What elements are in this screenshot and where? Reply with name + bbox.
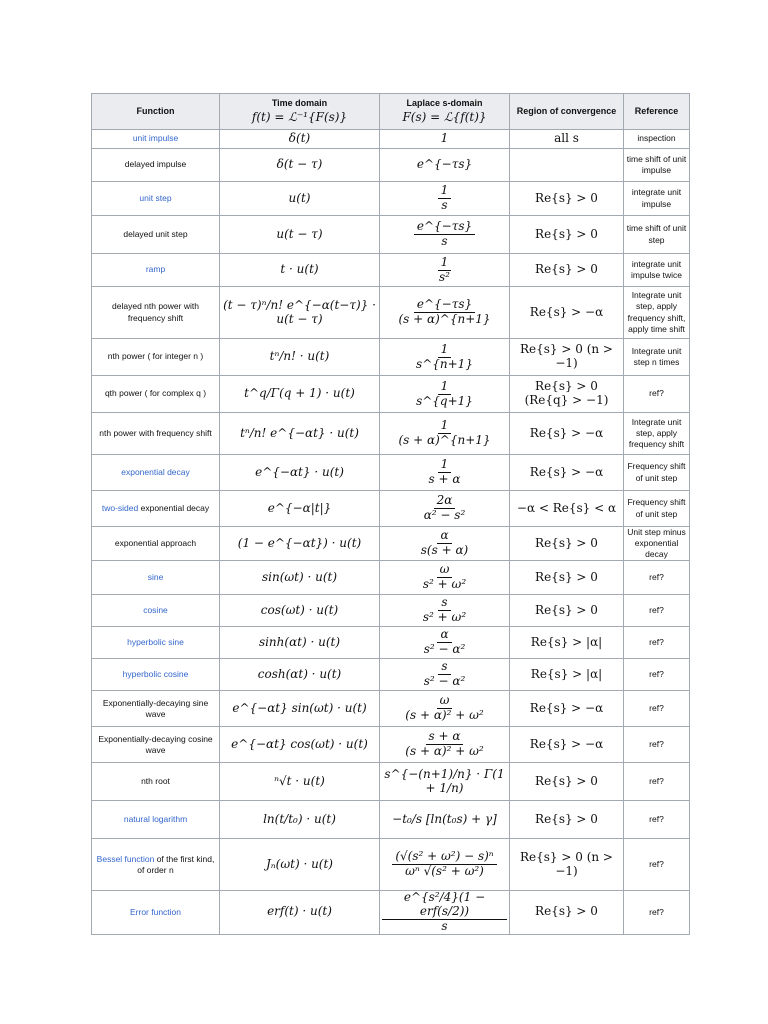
- function-cell: [92, 763, 220, 801]
- laplace-denominator: (s + α)² + ω²: [405, 744, 484, 759]
- table-row: [92, 339, 690, 376]
- reference-text: integrate unit impulse twice: [630, 258, 683, 280]
- table-row: [92, 254, 690, 287]
- reference-cell: [624, 491, 690, 527]
- reference-text: Integrate unit step n times: [631, 345, 682, 367]
- function-link[interactable]: hyperbolic cosine: [122, 669, 189, 680]
- table-row: [92, 413, 690, 455]
- table-row: [92, 627, 690, 659]
- function-name: nth power ( for integer n ): [107, 351, 204, 362]
- function-cell: [92, 691, 220, 727]
- time-domain-expression: (1 − e^{−αt}) · u(t): [237, 535, 362, 550]
- laplace-fraction: [421, 628, 469, 657]
- roc-cell: [510, 130, 624, 149]
- reference-cell: [624, 595, 690, 627]
- laplace-cell: [380, 376, 510, 413]
- table-row: [92, 491, 690, 527]
- roc-expression: Re{s} > 0: [535, 904, 598, 919]
- function-link[interactable]: hyperbolic sine: [127, 637, 184, 648]
- function-link[interactable]: exponential decay: [121, 466, 190, 477]
- laplace-fraction: [402, 730, 486, 759]
- function-cell: [92, 413, 220, 455]
- laplace-fraction: [402, 694, 486, 723]
- laplace-denominator: s(s + α): [420, 543, 469, 558]
- roc-cell: [510, 839, 624, 891]
- time-domain-cell: [220, 561, 380, 595]
- reference-text: Unit step minus exponential decay: [627, 527, 686, 560]
- header-time-domain: Time domain f(t) = ℒ⁻¹{F(s)}: [220, 94, 380, 130]
- laplace-numerator: s + α: [426, 730, 464, 745]
- roc-expression: Re{s} > −α: [529, 736, 604, 751]
- roc-cell: [510, 413, 624, 455]
- reference-text: ref?: [649, 388, 664, 399]
- function-cell: [92, 182, 220, 216]
- reference-text: ref?: [649, 906, 664, 917]
- laplace-cell: [380, 182, 510, 216]
- roc-cell: [510, 216, 624, 254]
- reference-cell: [624, 691, 690, 727]
- time-domain-cell: [220, 659, 380, 691]
- laplace-cell: [380, 339, 510, 376]
- time-domain-cell: [220, 339, 380, 376]
- reference-text: Integrate unit step, apply frequency shift: [628, 416, 685, 450]
- roc-expression: Re{s} > 0: [535, 811, 598, 826]
- reference-cell: [624, 130, 690, 149]
- laplace-numerator: ω: [437, 563, 453, 578]
- laplace-numerator: (√(s² + ω²) − s)ⁿ: [392, 850, 496, 865]
- time-domain-expression: ⁿ√t · u(t): [274, 773, 325, 788]
- roc-expression: Re{s} > −α: [529, 425, 604, 440]
- laplace-denominator: s^{q+1}: [416, 393, 473, 408]
- time-domain-cell: [220, 413, 380, 455]
- laplace-fraction: [414, 220, 475, 249]
- time-domain-cell: [220, 254, 380, 287]
- table-row: [92, 561, 690, 595]
- laplace-expression: −t₀/s [ln(t₀s) + γ]: [392, 811, 497, 826]
- roc-expression: −α < Re{s} < α: [516, 500, 617, 515]
- laplace-cell: [380, 130, 510, 149]
- laplace-cell: [380, 149, 510, 182]
- roc-cell: [510, 891, 624, 934]
- time-domain-cell: [220, 455, 380, 491]
- table-row: [92, 130, 690, 149]
- laplace-denominator: s: [441, 234, 448, 248]
- roc-cell: [510, 376, 624, 413]
- function-cell: [92, 595, 220, 627]
- time-domain-cell: [220, 149, 380, 182]
- reference-text: time shift of unit step: [626, 223, 687, 245]
- function-cell: [92, 130, 220, 149]
- function-cell: [92, 455, 220, 491]
- header-reference: Reference: [624, 94, 690, 130]
- reference-cell: [624, 216, 690, 254]
- function-name: Exponentially-decaying sine wave: [102, 697, 209, 719]
- laplace-cell: [380, 455, 510, 491]
- roc-expression: Re{s} > 0 (Re{q} > −1): [524, 379, 609, 407]
- function-cell: [92, 287, 220, 339]
- function-cell: [92, 561, 220, 595]
- roc-cell: [510, 595, 624, 627]
- laplace-fraction: [418, 529, 471, 558]
- function-name: delayed unit step: [123, 228, 188, 239]
- laplace-cell: [380, 839, 510, 891]
- roc-cell: [510, 561, 624, 595]
- laplace-fraction: [421, 494, 469, 523]
- laplace-denominator: s: [441, 918, 448, 933]
- roc-expression: all s: [554, 131, 579, 146]
- time-domain-expression: tⁿ/n! · u(t): [269, 349, 330, 364]
- function-name: exponential approach: [114, 538, 197, 549]
- laplace-fraction: [438, 184, 452, 213]
- roc-expression: Re{s} > −α: [529, 700, 604, 715]
- roc-expression: Re{s} > −α: [529, 304, 604, 319]
- laplace-denominator: (s + α)^{n+1}: [398, 433, 491, 447]
- laplace-numerator: 1: [438, 380, 452, 395]
- time-domain-cell: [220, 839, 380, 891]
- time-domain-cell: [220, 763, 380, 801]
- time-domain-expression: δ(t − τ): [276, 157, 323, 172]
- laplace-cell: [380, 627, 510, 659]
- roc-cell: [510, 287, 624, 339]
- laplace-denominator: s²: [439, 269, 450, 284]
- time-domain-expression: e^{−α|t|}: [267, 500, 332, 515]
- time-domain-cell: [220, 595, 380, 627]
- laplace-cell: [380, 561, 510, 595]
- laplace-numerator: 1: [438, 343, 452, 358]
- time-domain-expression: t^q/Γ(q + 1) · u(t): [244, 386, 355, 401]
- laplace-denominator: (s + α)^{n+1}: [398, 312, 491, 326]
- roc-cell: [510, 659, 624, 691]
- table-row: [92, 839, 690, 891]
- reference-cell: [624, 891, 690, 934]
- reference-cell: [624, 801, 690, 839]
- reference-text: ref?: [649, 739, 664, 750]
- time-domain-expression: (t − τ)ⁿ/n! e^{−α(t−τ)} · u(t − τ): [223, 297, 376, 326]
- laplace-numerator: α: [437, 628, 451, 643]
- function-link[interactable]: ramp: [145, 264, 166, 275]
- reference-cell: [624, 149, 690, 182]
- time-domain-cell: [220, 727, 380, 763]
- laplace-denominator: (s + α)² + ω²: [405, 708, 484, 723]
- table-row: [92, 891, 690, 934]
- table-row: [92, 527, 690, 561]
- time-domain-expression: Jₙ(ωt) · u(t): [265, 856, 333, 871]
- roc-cell: [510, 763, 624, 801]
- table-row: [92, 801, 690, 839]
- table-row: [92, 149, 690, 182]
- laplace-cell: [380, 763, 510, 801]
- reference-text: Frequency shift of unit step: [627, 461, 686, 483]
- header-laplace-domain: Laplace s-domain F(s) = ℒ{f(t)}: [380, 94, 510, 130]
- laplace-fraction: [392, 850, 496, 879]
- laplace-cell: [380, 491, 510, 527]
- laplace-fraction: [413, 343, 476, 372]
- reference-text: ref?: [649, 605, 664, 616]
- roc-cell: [510, 149, 624, 182]
- laplace-numerator: ω: [437, 694, 453, 709]
- laplace-cell: [380, 659, 510, 691]
- reference-cell: [624, 413, 690, 455]
- laplace-denominator: s² + ω²: [422, 610, 467, 625]
- table-row: [92, 216, 690, 254]
- reference-cell: [624, 527, 690, 561]
- laplace-expression: e^{−τs}: [416, 157, 473, 172]
- reference-text: ref?: [649, 572, 664, 583]
- reference-cell: [624, 287, 690, 339]
- table-row: [92, 376, 690, 413]
- laplace-denominator: s + α: [428, 472, 461, 486]
- function-cell: [92, 527, 220, 561]
- laplace-cell: [380, 595, 510, 627]
- function-name: Exponentially-decaying cosine wave: [98, 733, 213, 755]
- time-domain-cell: [220, 130, 380, 149]
- reference-text: Integrate unit step, apply frequency shift, apply time shift: [627, 290, 686, 334]
- laplace-fraction: [421, 660, 469, 689]
- roc-expression: Re{s} > −α: [529, 464, 604, 479]
- laplace-expression: 1: [440, 131, 449, 146]
- laplace-cell: [380, 891, 510, 934]
- function-cell: [92, 891, 220, 934]
- reference-text: time shift of unit impulse: [626, 153, 687, 175]
- function-link[interactable]: cosine: [143, 605, 168, 616]
- function-name: delayed impulse: [124, 159, 187, 170]
- header-region-of-convergence: Region of convergence: [510, 94, 624, 130]
- function-link[interactable]: sine: [147, 572, 164, 583]
- roc-expression: Re{s} > |α|: [530, 634, 603, 649]
- time-domain-expression: δ(t): [288, 131, 311, 146]
- reference-cell: [624, 339, 690, 376]
- laplace-numerator: e^{−τs}: [414, 298, 475, 313]
- laplace-cell: [380, 801, 510, 839]
- time-domain-cell: [220, 801, 380, 839]
- header-function: Function: [92, 94, 220, 130]
- function-cell: [92, 727, 220, 763]
- laplace-denominator: s: [441, 198, 448, 212]
- laplace-denominator: s² + ω²: [422, 577, 467, 592]
- reference-cell: [624, 254, 690, 287]
- reference-text: ref?: [649, 814, 664, 825]
- function-link[interactable]: Error function: [129, 906, 182, 917]
- laplace-cell: [380, 413, 510, 455]
- laplace-numerator: 1: [438, 184, 452, 199]
- time-domain-expression: e^{−αt} cos(ωt) · u(t): [231, 736, 368, 751]
- function-cell: [92, 659, 220, 691]
- function-name: nth root: [141, 776, 170, 787]
- reference-cell: [624, 839, 690, 891]
- time-domain-cell: [220, 491, 380, 527]
- laplace-fraction: [436, 256, 453, 285]
- table-row: [92, 455, 690, 491]
- time-domain-expression: e^{−αt} sin(ωt) · u(t): [232, 700, 367, 715]
- reference-text: ref?: [649, 703, 664, 714]
- time-domain-expression: u(t): [288, 190, 311, 205]
- laplace-fraction: [395, 298, 493, 327]
- time-domain-cell: [220, 182, 380, 216]
- roc-cell: [510, 627, 624, 659]
- time-domain-cell: [220, 287, 380, 339]
- laplace-numerator: 1: [438, 458, 452, 473]
- roc-cell: [510, 527, 624, 561]
- function-cell: [92, 254, 220, 287]
- table-row: [92, 727, 690, 763]
- laplace-fraction: [382, 891, 507, 933]
- roc-expression: Re{s} > 0: [535, 190, 598, 205]
- roc-expression: Re{s} > 0: [535, 262, 598, 277]
- laplace-numerator: 1: [438, 419, 452, 434]
- reference-cell: [624, 727, 690, 763]
- laplace-numerator: s: [438, 596, 450, 611]
- function-name: delayed nth power with frequency shift: [112, 301, 199, 323]
- roc-cell: [510, 455, 624, 491]
- roc-expression: Re{s} > 0: [535, 535, 598, 550]
- time-domain-expression: tⁿ/n! e^{−αt} · u(t): [240, 425, 359, 440]
- roc-cell: [510, 339, 624, 376]
- laplace-denominator: α² − s²: [423, 508, 466, 522]
- laplace-fraction: [420, 563, 469, 592]
- table-row: [92, 595, 690, 627]
- laplace-cell: [380, 727, 510, 763]
- table-row: [92, 287, 690, 339]
- laplace-denominator: ωⁿ √(s² + ω²): [405, 864, 484, 879]
- reference-cell: [624, 376, 690, 413]
- time-domain-expression: sinh(αt) · u(t): [258, 634, 341, 649]
- roc-expression: Re{s} > 0: [535, 602, 598, 617]
- roc-expression: Re{s} > |α|: [530, 666, 603, 681]
- reference-text: ref?: [649, 637, 664, 648]
- time-domain-expression: erf(t) · u(t): [267, 904, 332, 919]
- laplace-numerator: 2α: [434, 494, 456, 509]
- reference-cell: [624, 659, 690, 691]
- function-cell: [92, 216, 220, 254]
- roc-expression: Re{s} > 0: [535, 773, 598, 788]
- reference-text: ref?: [649, 776, 664, 787]
- laplace-cell: [380, 527, 510, 561]
- function-link[interactable]: two-sided exponential decay: [101, 502, 210, 513]
- roc-cell: [510, 491, 624, 527]
- laplace-denominator: s^{n+1}: [416, 356, 473, 371]
- roc-cell: [510, 801, 624, 839]
- time-domain-cell: [220, 376, 380, 413]
- reference-text: integrate unit impulse: [631, 187, 682, 209]
- laplace-numerator: 1: [438, 256, 452, 271]
- laplace-expression: s^{−(n+1)/n} · Γ(1 + 1/n): [384, 766, 505, 795]
- time-domain-expression: u(t − τ): [276, 226, 323, 241]
- laplace-fraction: [426, 458, 464, 487]
- roc-expression: Re{s} > 0: [535, 569, 598, 584]
- time-domain-cell: [220, 216, 380, 254]
- laplace-cell: [380, 254, 510, 287]
- table-row: [92, 659, 690, 691]
- time-domain-expression: cosh(αt) · u(t): [257, 666, 342, 681]
- reference-text: ref?: [649, 669, 664, 680]
- laplace-fraction: [413, 380, 476, 409]
- time-domain-cell: [220, 527, 380, 561]
- function-link[interactable]: two-sided: [101, 502, 139, 513]
- laplace-numerator: e^{s²/4}(1 − erf(s/2)): [382, 891, 507, 920]
- reference-text: Frequency shift of unit step: [627, 497, 686, 519]
- time-domain-expression: cos(ωt) · u(t): [260, 602, 339, 617]
- function-cell: [92, 801, 220, 839]
- laplace-cell: [380, 216, 510, 254]
- laplace-cell: [380, 287, 510, 339]
- function-cell: [92, 839, 220, 891]
- time-domain-cell: [220, 691, 380, 727]
- laplace-numerator: α: [437, 529, 451, 544]
- laplace-fraction: [420, 596, 469, 625]
- reference-text: ref?: [649, 859, 664, 870]
- function-link[interactable]: Bessel function of the first kind, of order n: [96, 853, 215, 875]
- function-link[interactable]: Bessel function: [96, 853, 155, 864]
- reference-cell: [624, 561, 690, 595]
- roc-expression: Re{s} > 0 (n > −1): [520, 849, 613, 878]
- function-cell: [92, 339, 220, 376]
- function-link[interactable]: natural logarithm: [123, 814, 188, 825]
- time-domain-expression: sin(ωt) · u(t): [261, 569, 338, 584]
- function-link[interactable]: unit impulse: [132, 133, 179, 144]
- reference-cell: [624, 182, 690, 216]
- time-domain-expression: t · u(t): [280, 262, 319, 277]
- laplace-numerator: e^{−τs}: [414, 220, 475, 235]
- reference-cell: [624, 627, 690, 659]
- laplace-fraction: [395, 419, 493, 448]
- table-row: [92, 691, 690, 727]
- time-domain-expression: ln(t/t₀) · u(t): [263, 811, 336, 826]
- laplace-transform-table: [91, 93, 690, 935]
- laplace-cell: [380, 691, 510, 727]
- function-cell: [92, 376, 220, 413]
- roc-expression: Re{s} > 0: [535, 226, 598, 241]
- laplace-numerator: s: [438, 660, 450, 675]
- roc-cell: [510, 254, 624, 287]
- time-domain-cell: [220, 891, 380, 934]
- reference-cell: [624, 763, 690, 801]
- function-name: qth power ( for complex q ): [104, 388, 207, 399]
- function-link[interactable]: unit step: [139, 192, 172, 203]
- laplace-denominator: s² − α²: [423, 674, 466, 689]
- roc-cell: [510, 727, 624, 763]
- reference-cell: [624, 455, 690, 491]
- table-header-row: [92, 94, 690, 130]
- roc-cell: [510, 691, 624, 727]
- roc-cell: [510, 182, 624, 216]
- roc-expression: Re{s} > 0 (n > −1): [520, 342, 613, 370]
- time-domain-cell: [220, 627, 380, 659]
- function-cell: [92, 627, 220, 659]
- laplace-denominator: s² − α²: [423, 642, 466, 657]
- function-cell: [92, 149, 220, 182]
- function-cell: [92, 491, 220, 527]
- table-row: [92, 763, 690, 801]
- function-name: nth power with frequency shift: [99, 427, 212, 438]
- table-row: [92, 182, 690, 216]
- reference-text: inspection: [637, 133, 676, 144]
- time-domain-expression: e^{−αt} · u(t): [255, 464, 344, 479]
